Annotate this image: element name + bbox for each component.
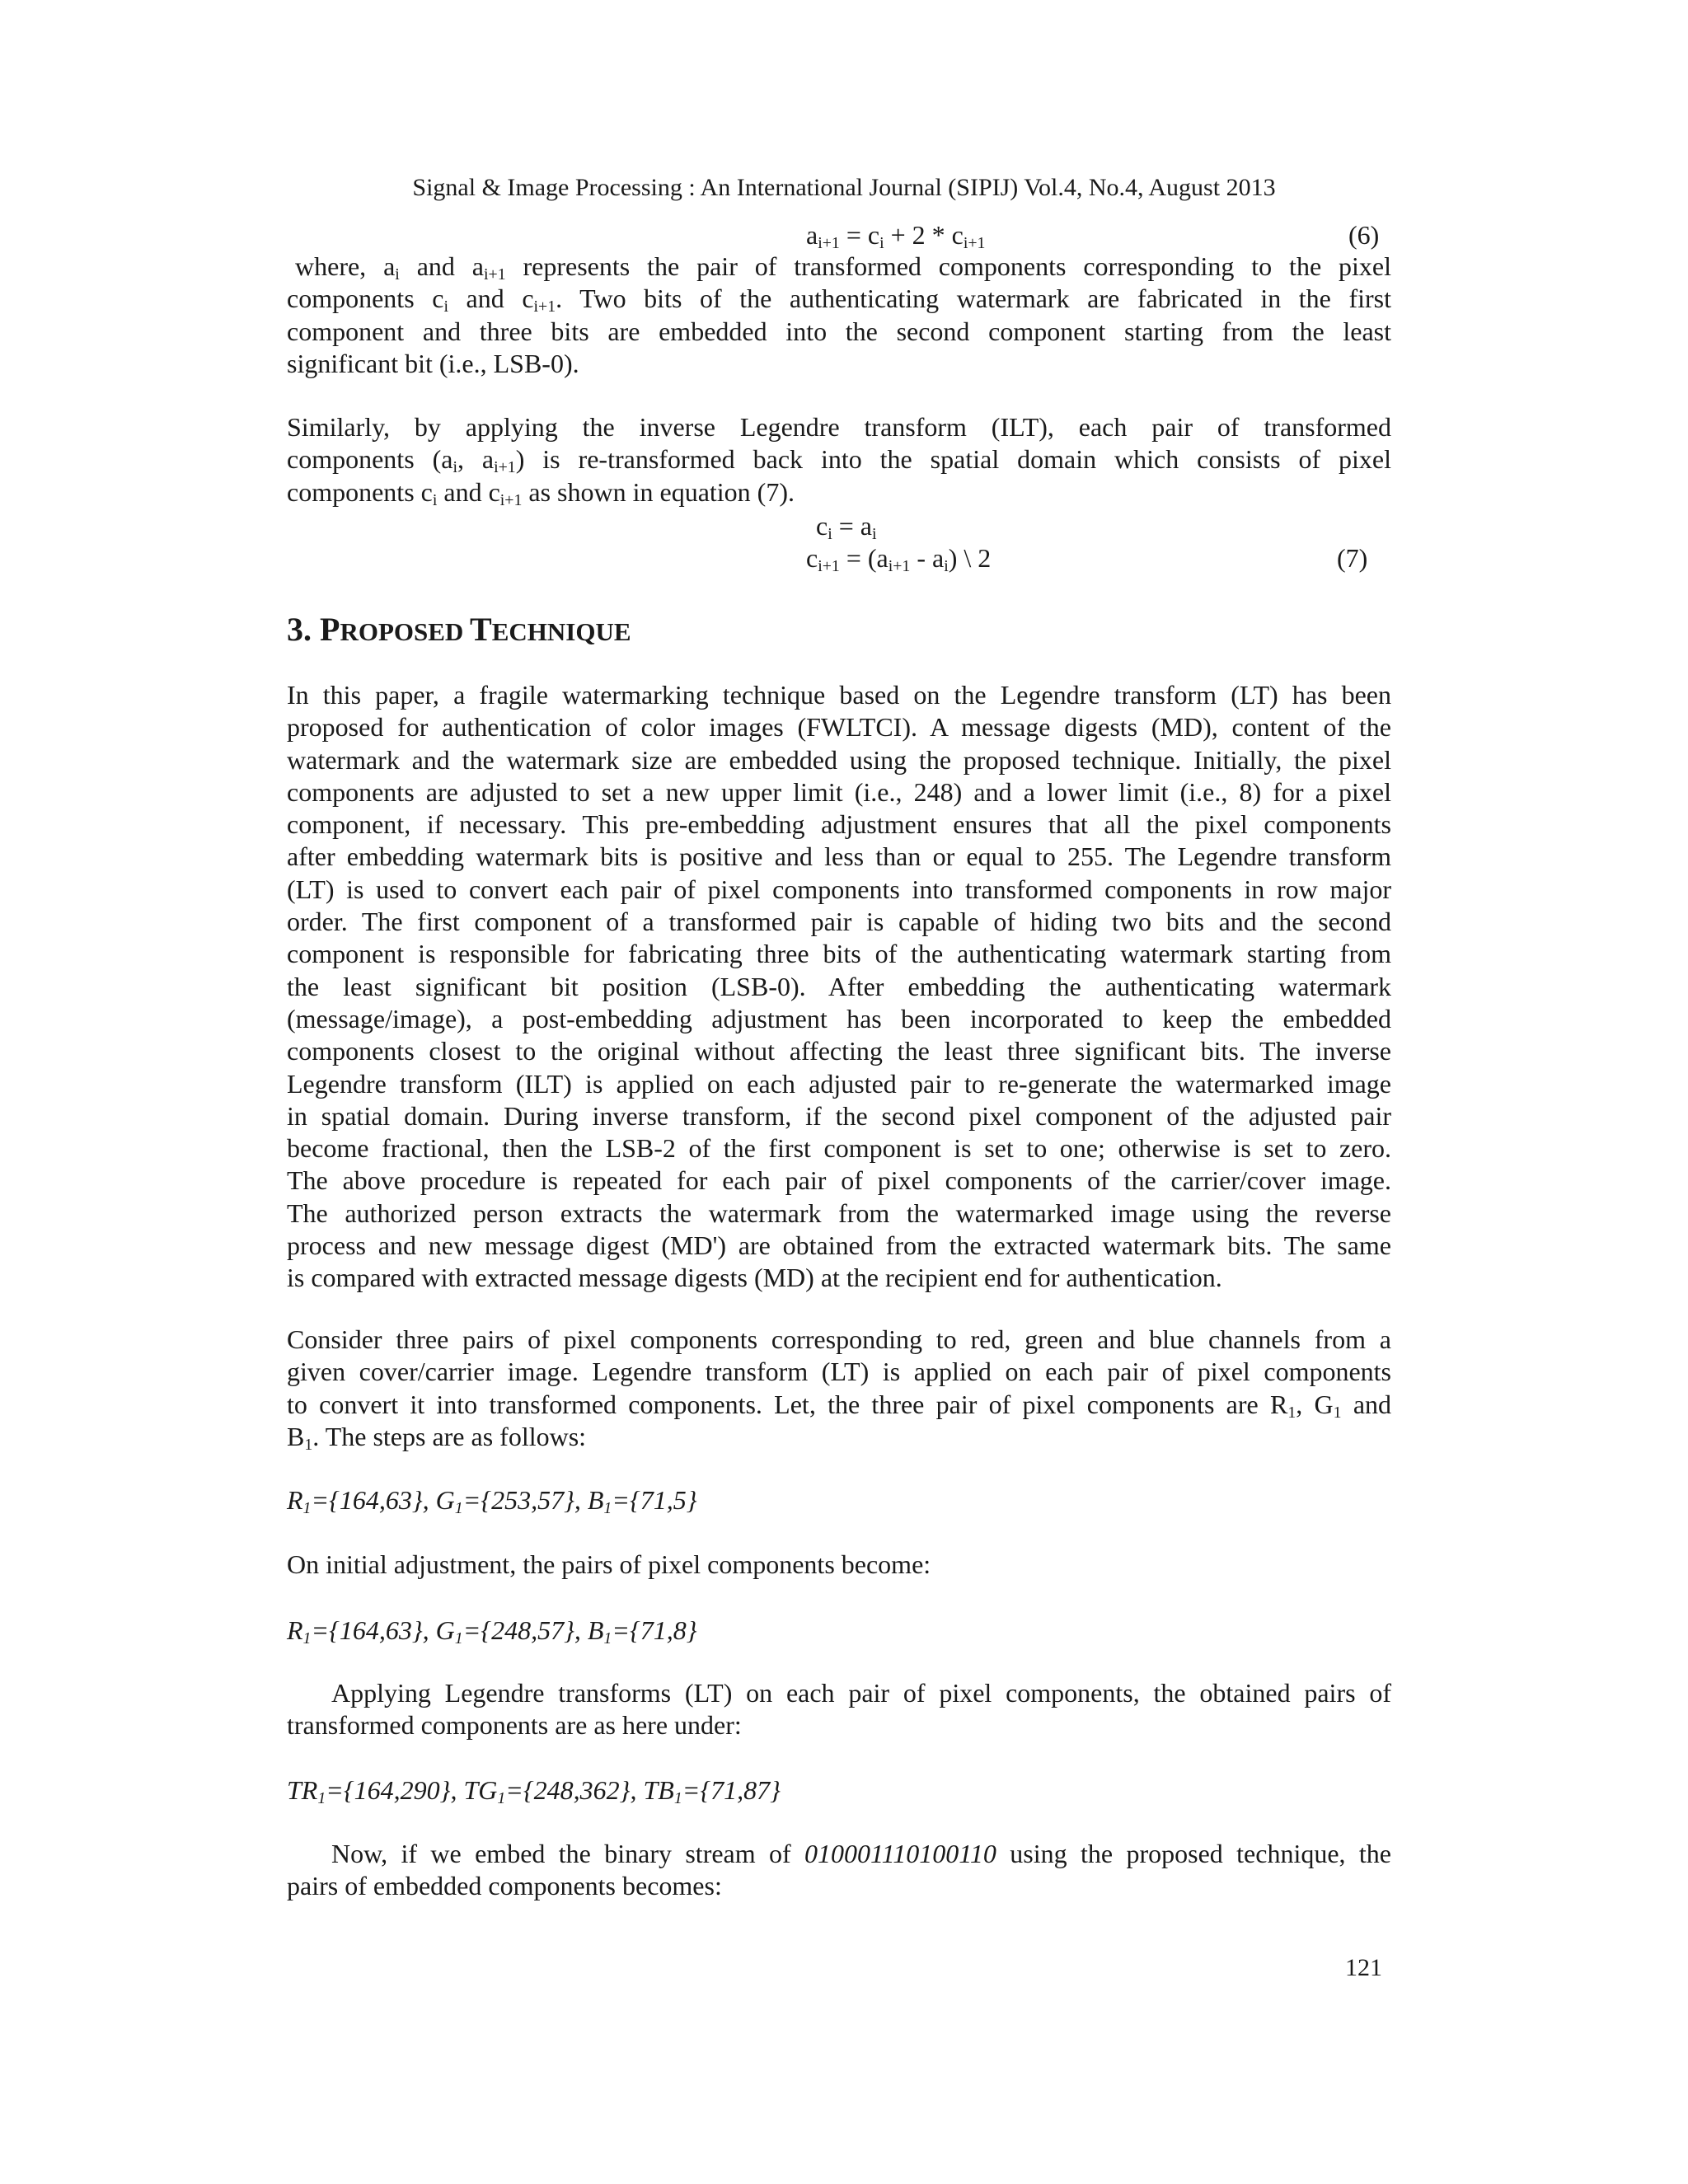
example-transformed-pairs: $TR_1=\{164,290\}$, $TG_1=\{248,362\}$, $TB_1=\{71,87\}$ bbox=[287, 1775, 781, 1807]
page-number: 121 bbox=[1345, 1954, 1382, 1981]
text-line: proposed for authentication of color images (FWLTCI). A message digests (MD), content of the bbox=[287, 712, 1391, 743]
paragraph-initial-adjustment bbox=[287, 1549, 1391, 1581]
text-line: component is responsible for fabricating three bits of the authenticating watermark starting from bbox=[287, 939, 1391, 969]
text-line: is compared with extracted message digests (MD) at the recipient end for authentication. bbox=[287, 1263, 1222, 1293]
text-line: $B_1$. The steps are as follows: bbox=[287, 1421, 587, 1454]
text-line: transformed components are as here under: bbox=[287, 1710, 742, 1741]
text-line: components closest to the original without affecting the least three significant bits. The inverse bbox=[287, 1036, 1391, 1066]
example-adjusted-pairs: $R_1=\{164,63\}$, $G_1=\{248,57\}$, $B_1=\{71,8\}$ bbox=[287, 1615, 697, 1647]
text-line: components $c_i$ and $c_{i+1}$. Two bits of the authenticating watermark are fabricated in the first bbox=[287, 284, 1392, 316]
text-line: in spatial domain. During inverse transform, if the second pixel component of the adjusted pair bbox=[287, 1100, 1391, 1131]
text-line: components $c_i$ and $c_{i+1}$ as shown in equation (7). bbox=[287, 476, 795, 509]
equation-7-number: (7) bbox=[1337, 543, 1368, 573]
text-line: watermark and the watermark size are embedded using the proposed technique. Initially, the pixel bbox=[287, 744, 1391, 775]
paragraph-proposed-technique bbox=[287, 679, 1391, 1295]
equation-7-line-1: $c_i = a_i$ bbox=[816, 511, 877, 543]
example-original-pairs: $R_1=\{164,63\}$, $G_1=\{253,57\}$, $B_1=\{71,5\}$ bbox=[287, 1485, 697, 1517]
text-line: component, if necessary. This pre-embedding adjustment ensures that all the pixel components bbox=[287, 809, 1391, 840]
text-line: Similarly, by applying the inverse Legendre transform (ILT), each pair of transformed bbox=[287, 412, 1391, 442]
text-line: (message/image), a post-embedding adjustment has been incorporated to keep the embedded bbox=[287, 1003, 1391, 1033]
equation-7-line-2: $c_{i+1} = (a_{i+1} - a_i)$ \ 2 bbox=[806, 543, 992, 575]
text-line: In this paper, a fragile watermarking technique based on the Legendre transform (LT) has been bbox=[287, 680, 1391, 710]
text-line: the least significant bit position (LSB-0). After embedding the authenticating watermark bbox=[287, 971, 1391, 1001]
text-line: Applying Legendre transforms (LT) on each pair of pixel components, the obtained pairs of bbox=[331, 1678, 1391, 1708]
text-line: order. The first component of a transformed pair is capable of hiding two bits and the second bbox=[287, 907, 1391, 937]
text-line: (LT) is used to convert each pair of pixel components into transformed components in row major bbox=[287, 874, 1391, 904]
text-line: where, $a_i$ and $a_{i+1}$ represents the pair of transformed components corresponding to the pixel bbox=[295, 251, 1392, 284]
text-line: On initial adjustment, the pairs of pixel components become: bbox=[287, 1549, 931, 1579]
text-line: components ($a_i$, $a_{i+1}$) is re-transformed back into the spatial domain which consists of pixel bbox=[287, 444, 1392, 477]
text-line: process and new message digest (MD') are obtained from the extracted watermark bits. The same bbox=[287, 1230, 1391, 1261]
text-line: after embedding watermark bits is positive and less than or equal to 255. The Legendre transform bbox=[287, 841, 1391, 872]
equation-6: $a_{i+1} = c_i + 2 * c_{i+1}$ bbox=[806, 220, 986, 252]
text-line: Legendre transform (ILT) is applied on each adjusted pair to re-generate the watermarked image bbox=[287, 1068, 1391, 1099]
running-header: Signal & Image Processing : An International Journal (SIPIJ) Vol.4, No.4, August 2013 bbox=[412, 174, 1276, 201]
text-line: significant bit (i.e., LSB-0). bbox=[287, 348, 579, 378]
text-line: given cover/carrier image. Legendre transform (LT) is applied on each pair of pixel components bbox=[287, 1357, 1391, 1387]
text-line: to convert it into transformed components. Let, the three pair of pixel components are $R_1$, $G_1$ and bbox=[287, 1389, 1392, 1422]
text-line: components are adjusted to set a new upper limit (i.e., 248) and a lower limit (i.e., 8) for a pixel bbox=[287, 776, 1391, 807]
equation-6-number: (6) bbox=[1348, 220, 1380, 250]
paragraph-embed-stream bbox=[287, 1838, 1391, 1903]
paragraph-ilt bbox=[287, 411, 1391, 509]
text-line: Consider three pairs of pixel components corresponding to red, green and blue channels from a bbox=[287, 1324, 1391, 1354]
text-line: Now, if we embed the binary stream of 010001110100110 using the proposed technique, the bbox=[331, 1839, 1392, 1868]
paragraph-applying-lt bbox=[287, 1677, 1391, 1742]
section-heading: 3. PROPOSED TECHNIQUE bbox=[287, 611, 631, 648]
text-line: The authorized person extracts the watermark from the watermarked image using the reverse bbox=[287, 1197, 1391, 1228]
text-line: The above procedure is repeated for each pair of pixel components of the carrier/cover image. bbox=[287, 1165, 1391, 1196]
text-line: become fractional, then the LSB-2 of the first component is set to one; otherwise is set to zero. bbox=[287, 1133, 1391, 1164]
paragraph-example-intro bbox=[287, 1324, 1391, 1453]
text-line: component and three bits are embedded into the second component starting from the least bbox=[287, 316, 1391, 346]
paragraph-eq6-explanation bbox=[287, 251, 1391, 380]
text-line: pairs of embedded components becomes: bbox=[287, 1871, 722, 1901]
